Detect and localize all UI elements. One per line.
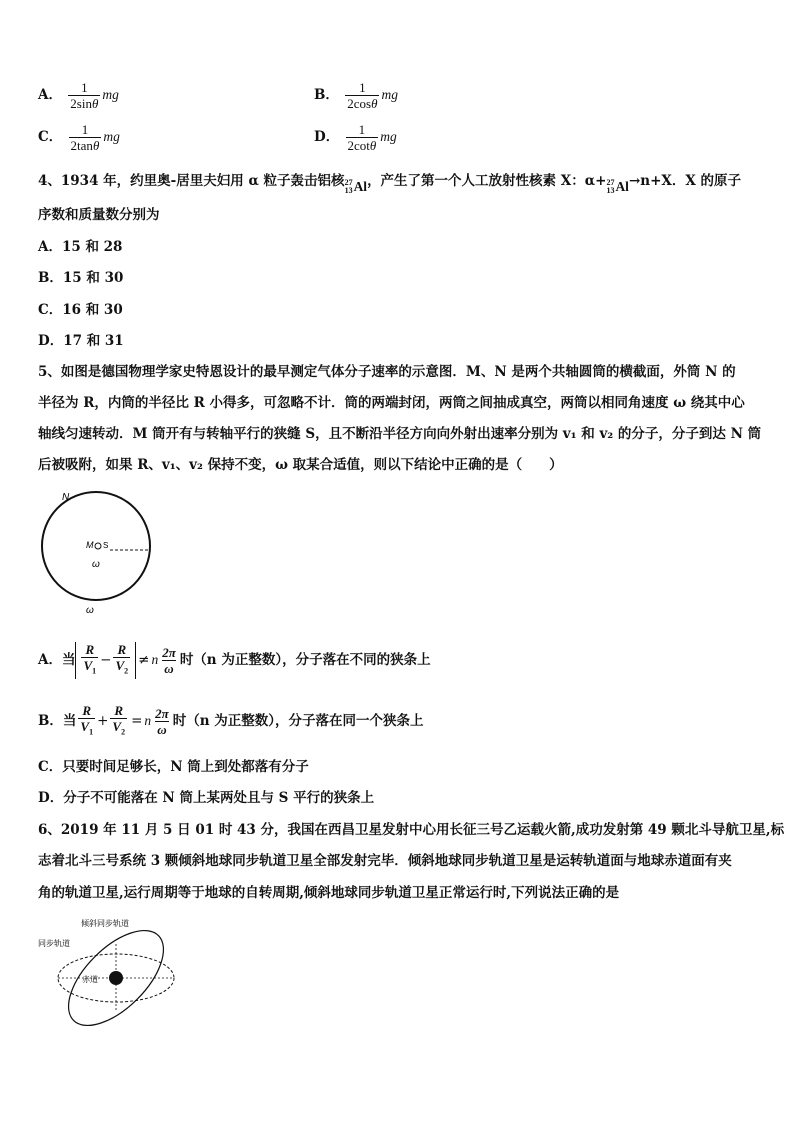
q5-stem-line2: 半径为 R，内筒的半径比 R 小得多，可忽略不计．筒的两端封闭，两筒之间抽成真空，两筒以相同角速度 ω 绕其中心 xyxy=(38,395,745,411)
q5-stem-line1: 5、如图是德国物理学家史特恩设计的最早测定气体分子速率的示意图．M、N 是两个共轴圆筒的横截面，外筒 N 的 xyxy=(38,364,736,380)
fraction: $\frac{1}{2\cos\theta}$ xyxy=(347,80,378,111)
q5-option-b: B．当 $\frac{R}{V_1}$ + $\frac{R}{V_2}$ = n $\frac{2\pi}{\omega}$ 时（n 为正整数），分子落在同一个狭条上 xyxy=(38,703,424,740)
equator-label: 赤道 xyxy=(82,975,98,984)
q3-option-a: A． $\frac{1}{2\sin\theta}$ mg xyxy=(38,80,119,111)
absolute-value: $\frac{R}{V_1}$ − $\frac{R}{V_2}$ xyxy=(75,642,136,679)
q4-option-c: C．16 和 30 xyxy=(38,302,123,318)
q4-stem-line1: 4、1934 年，约里奥-居里夫妇用 α 粒子轰击铝核 27 13 Al ，产生了第一个人工放射性核素 X：α+ 27 13 Al →n+X．X 的原子 xyxy=(38,173,742,195)
q3-option-c: C． $\frac{1}{2\tan\theta}$ mg xyxy=(38,122,120,153)
q6-stem-line1: 6、2019 年 11 月 5 日 01 时 43 分，我国在西昌卫星发射中心用长征三号乙运载火箭,成功发射第 49 颗北斗导航卫星,标 xyxy=(38,822,785,838)
fraction: $\frac{1}{2\sin\theta}$ xyxy=(70,80,99,111)
slit-label: S xyxy=(103,541,109,550)
inner-cylinder-label: M xyxy=(86,540,94,550)
q6-stem-line3: 角的轨道卫星,运行周期等于地球的自转周期,倾斜地球同步轨道卫星正常运行时,下列说法正确的是 xyxy=(38,885,620,901)
q4-option-b: B．15 和 30 xyxy=(38,270,124,286)
q3-option-b: B． $\frac{1}{2\cos\theta}$ mg xyxy=(314,80,398,111)
q5-option-a: A．当 $\frac{R}{V_1}$ − $\frac{R}{V_2}$ ≠ n $\frac{2\pi}{\omega}$ 时（n 为正整数），分子落在不同的狭条上 xyxy=(38,642,431,679)
outer-omega-label: ω xyxy=(86,605,94,616)
earth xyxy=(109,971,123,985)
nuclide-al-reaction: 27 13 Al xyxy=(606,178,629,195)
q6-stem-line2: 志着北斗三号系统 3 颗倾斜地球同步轨道卫星全部发射完毕．倾斜地球同步轨道卫星是运转轨道面与地球赤道面有夹 xyxy=(38,853,732,869)
q5-option-d: D．分子不可能落在 N 筒上某两处且与 S 平行的狭条上 xyxy=(38,790,375,806)
cylinder-diagram xyxy=(40,488,160,618)
inclined-orbit-label: 倾斜同步轨道 xyxy=(81,919,129,928)
q3-option-d: D． $\frac{1}{2\cot\theta}$ mg xyxy=(314,122,397,153)
q5-stem-line4: 后被吸附，如果 R、v₁、v₂ 保持不变，ω 取某合适值，则以下结论中正确的是（ ） xyxy=(38,457,563,473)
fraction: $\frac{1}{2\tan\theta}$ xyxy=(70,122,100,153)
inner-omega-label: ω xyxy=(92,559,100,570)
orbit-diagram xyxy=(36,914,186,1029)
q4-option-a: A．15 和 28 xyxy=(38,239,123,255)
nuclide-al: 27 13 Al xyxy=(344,178,368,195)
q5-stem-line3: 轴线匀速转动．M 筒开有与转轴平行的狭缝 S，且不断沿半径方向向外射出速率分别为 v₁ 和 v₂ 的分子，分子到达 N 筒 xyxy=(38,426,762,442)
geo-orbit-label: 同步轨道 xyxy=(38,939,70,948)
q5-option-c: C．只要时间足够长，N 筒上到处都落有分子 xyxy=(38,759,309,775)
q4-stem-line2: 序数和质量数分别为 xyxy=(38,207,160,223)
q4-option-d: D．17 和 31 xyxy=(38,333,124,349)
outer-cylinder-label: N xyxy=(62,492,70,503)
fraction: $\frac{1}{2\cot\theta}$ xyxy=(347,122,377,153)
